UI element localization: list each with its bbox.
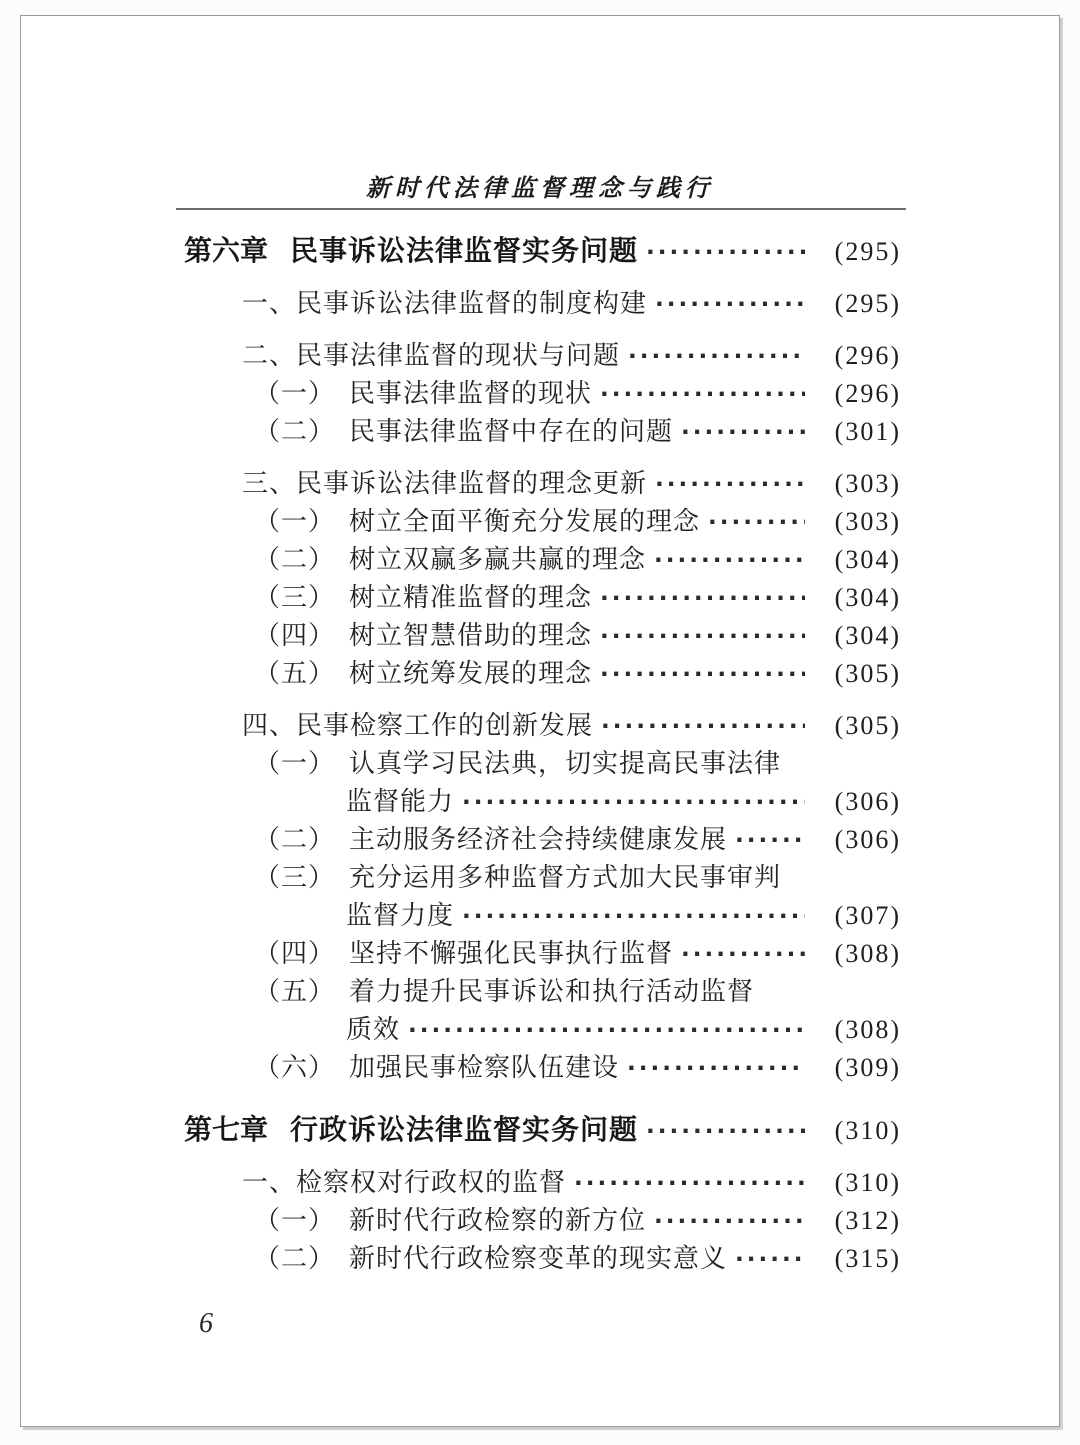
toc-page-number: (305) <box>834 659 901 688</box>
toc-entry <box>184 285 901 323</box>
toc-entry <box>184 375 901 413</box>
folio-page-number: 6 <box>199 1308 213 1339</box>
toc-entry-title: 树立全面平衡充分发展的理念 <box>349 507 701 536</box>
toc-entry-label: （一） <box>254 507 336 536</box>
dot-leader <box>600 655 805 693</box>
toc-entry <box>184 973 901 1011</box>
toc-entry-title: 行政诉讼法律监督实务问题 <box>290 1114 639 1145</box>
dot-leader <box>574 1164 805 1202</box>
toc-entry-label: （一） <box>254 749 336 778</box>
toc-page-number: (315) <box>834 1244 901 1273</box>
toc-entry <box>184 579 901 617</box>
toc-entry-title: 认真学习民法典，切实提高民事法律 <box>349 749 782 778</box>
dot-leader <box>655 285 805 323</box>
toc-page-number: (304) <box>834 545 901 574</box>
toc-entry <box>184 935 901 973</box>
toc-entry-label: （二） <box>254 545 336 574</box>
toc-entry-label: （五） <box>254 659 336 688</box>
dot-leader <box>462 783 805 821</box>
toc-entry <box>184 821 901 859</box>
toc-entry-label: （四） <box>254 939 336 968</box>
toc-page-number: (308) <box>834 1015 901 1044</box>
toc-entry-title: 民事法律监督中存在的问题 <box>349 417 674 446</box>
toc-entry <box>184 541 901 579</box>
toc-entry <box>184 1049 901 1087</box>
dot-leader <box>646 1111 805 1149</box>
dot-leader <box>708 503 805 541</box>
toc-entry-continuation <box>184 1011 901 1049</box>
running-header: 新时代法律监督理念与践行 <box>366 176 714 202</box>
dot-leader <box>600 579 805 617</box>
toc-entry-title: 新时代行政检察变革的现实意义 <box>349 1244 728 1273</box>
dot-leader <box>627 1049 805 1087</box>
toc-entry-title: 质效 <box>346 1015 401 1044</box>
dot-leader <box>646 232 805 270</box>
dot-leader <box>735 821 805 859</box>
toc-entry-title: 主动服务经济社会持续健康发展 <box>349 825 728 854</box>
dot-leader <box>655 465 805 503</box>
toc-page-number: (303) <box>834 507 901 536</box>
dot-leader <box>628 337 805 375</box>
dot-leader <box>600 375 805 413</box>
header-rule <box>176 208 906 210</box>
toc-entry-label: 第六章 <box>184 235 269 266</box>
dot-leader <box>600 617 805 655</box>
toc-entry-title: 树立双赢多赢共赢的理念 <box>349 545 647 574</box>
toc-page-number: (296) <box>834 341 901 370</box>
dot-leader <box>654 1202 805 1240</box>
toc-entry <box>184 745 901 783</box>
toc-entry-label: （六） <box>254 1053 336 1082</box>
toc-entry-label: 第七章 <box>184 1114 269 1145</box>
toc-entry <box>184 1202 901 1240</box>
toc-entry-label: （四） <box>254 621 336 650</box>
toc-entry-label: （二） <box>254 417 336 446</box>
toc-page-number: (295) <box>834 289 901 318</box>
dot-leader <box>681 935 805 973</box>
toc-entry <box>184 465 901 503</box>
dot-leader <box>601 707 805 745</box>
toc-entry-title: 一、民事诉讼法律监督的制度构建 <box>242 289 648 318</box>
toc-entry <box>184 617 901 655</box>
toc-entry-title: 加强民事检察队伍建设 <box>349 1053 620 1082</box>
toc-page-number: (305) <box>834 711 901 740</box>
toc-page-number: (310) <box>834 1116 901 1145</box>
toc-entry-label: （二） <box>254 825 336 854</box>
toc-entry-label: （二） <box>254 1244 336 1273</box>
toc-page-number: (296) <box>834 379 901 408</box>
toc-entry <box>184 232 901 271</box>
toc-entry <box>184 1164 901 1202</box>
dot-leader <box>462 897 805 935</box>
book-page <box>20 15 1060 1427</box>
toc-entry-title: 四、民事检察工作的创新发展 <box>242 711 594 740</box>
toc-page-number: (308) <box>834 939 901 968</box>
toc-page-number: (304) <box>834 583 901 612</box>
toc-page-number: (310) <box>834 1168 901 1197</box>
toc-page-number: (312) <box>834 1206 901 1235</box>
dot-leader <box>654 541 805 579</box>
toc-entry-title: 新时代行政检察的新方位 <box>349 1206 647 1235</box>
toc-entry-title: 树立统筹发展的理念 <box>349 659 593 688</box>
toc-entry-title: 三、民事诉讼法律监督的理念更新 <box>242 469 648 498</box>
toc-page-number: (309) <box>834 1053 901 1082</box>
toc-entry <box>184 503 901 541</box>
toc-entry-label: （三） <box>254 583 336 612</box>
toc-page-number: (307) <box>834 901 901 930</box>
toc-entry <box>184 707 901 745</box>
dot-leader <box>681 413 805 451</box>
toc-entry-label: （一） <box>254 379 336 408</box>
toc-entry-title: 监督力度 <box>346 901 455 930</box>
toc-entry-continuation <box>184 897 901 935</box>
toc-entry-label: （一） <box>254 1206 336 1235</box>
toc-page-number: (295) <box>834 237 901 266</box>
toc-page-number: (306) <box>834 787 901 816</box>
toc-list <box>184 232 901 1278</box>
toc-page-number: (306) <box>834 825 901 854</box>
toc-page-number: (304) <box>834 621 901 650</box>
toc-page-number: (301) <box>834 417 901 446</box>
toc-entry <box>184 413 901 451</box>
toc-entry-title: 树立精准监督的理念 <box>349 583 593 612</box>
toc-entry-title: 一、检察权对行政权的监督 <box>242 1168 567 1197</box>
toc-entry-title: 二、民事法律监督的现状与问题 <box>242 341 621 370</box>
toc-entry-title: 民事法律监督的现状 <box>349 379 593 408</box>
toc-page-number: (303) <box>834 469 901 498</box>
toc-entry-continuation <box>184 783 901 821</box>
toc-entry-label: （三） <box>254 863 336 892</box>
toc-entry <box>184 655 901 693</box>
toc-entry <box>184 1111 901 1150</box>
toc-entry-title: 充分运用多种监督方式加大民事审判 <box>349 863 782 892</box>
toc-entry-title: 坚持不懈强化民事执行监督 <box>349 939 674 968</box>
dot-leader <box>408 1011 805 1049</box>
toc-entry <box>184 1240 901 1278</box>
dot-leader <box>735 1240 805 1278</box>
toc-entry-title: 民事诉讼法律监督实务问题 <box>290 235 639 266</box>
toc-entry <box>184 337 901 375</box>
toc-entry <box>184 859 901 897</box>
toc-entry-title: 着力提升民事诉讼和执行活动监督 <box>349 977 755 1006</box>
toc-entry-label: （五） <box>254 977 336 1006</box>
toc-entry-title: 树立智慧借助的理念 <box>349 621 593 650</box>
toc-entry-title: 监督能力 <box>346 787 455 816</box>
